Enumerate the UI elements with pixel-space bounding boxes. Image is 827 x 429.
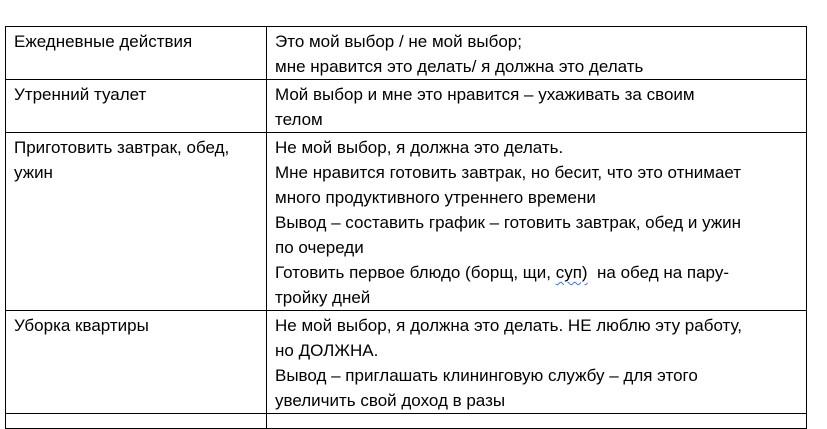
description-line: Вывод – приглашать клининговую службу – для этого [275, 366, 698, 385]
description-line: Не мой выбор, я должна это делать. [275, 138, 564, 157]
spellcheck-underline[interactable]: суп) [555, 263, 588, 282]
activity-text: ужин [14, 163, 53, 182]
description-line: Вывод – составить график – готовить завтрак, обед и ужин [275, 213, 742, 232]
description-line: Мой выбор и мне это нравится – ухаживать за своим [275, 85, 695, 104]
daily-activities-table [5, 26, 807, 429]
table-row [6, 133, 807, 311]
activity-text: Уборка квартиры [14, 316, 149, 335]
activity-cell[interactable] [6, 414, 267, 429]
description-cell[interactable] [267, 311, 807, 414]
activity-text: Приготовить завтрак, обед, [14, 138, 230, 157]
description-line: но ДОЛЖНА. [275, 341, 379, 360]
description-line: много продуктивного утреннего времени [275, 188, 596, 207]
description-line: телом [275, 110, 323, 129]
description-line: увеличить свой доход в разы [275, 391, 506, 410]
description-cell[interactable] [267, 133, 807, 311]
text-segment: Готовить первое блюдо (борщ, щи, [275, 263, 556, 282]
description-cell[interactable] [267, 80, 807, 133]
description-line: Это мой выбор / не мой выбор; [275, 32, 522, 51]
description-line [275, 260, 798, 285]
description-line: Не мой выбор, я должна это делать. НЕ люблю эту работу, [275, 316, 743, 335]
description-line: по очереди [275, 238, 364, 257]
activity-cell[interactable] [6, 133, 267, 311]
activity-cell[interactable] [6, 80, 267, 133]
description-cell[interactable] [267, 27, 807, 80]
description-line: мне нравится это делать/ я должна это делать [275, 57, 644, 76]
activity-text: Ежедневные действия [14, 32, 193, 51]
activity-text: Утренний туалет [14, 85, 147, 104]
description-line: Мне нравится готовить завтрак, но бесит, что это отнимает [275, 163, 742, 182]
description-line: тройку дней [275, 288, 371, 307]
activity-cell[interactable] [6, 27, 267, 80]
table-row [6, 80, 807, 133]
table-row [6, 27, 807, 80]
activity-cell[interactable] [6, 311, 267, 414]
description-cell[interactable] [267, 414, 807, 429]
text-segment: на обед на пару- [587, 263, 729, 282]
table-row [6, 414, 807, 429]
table-row [6, 311, 807, 414]
